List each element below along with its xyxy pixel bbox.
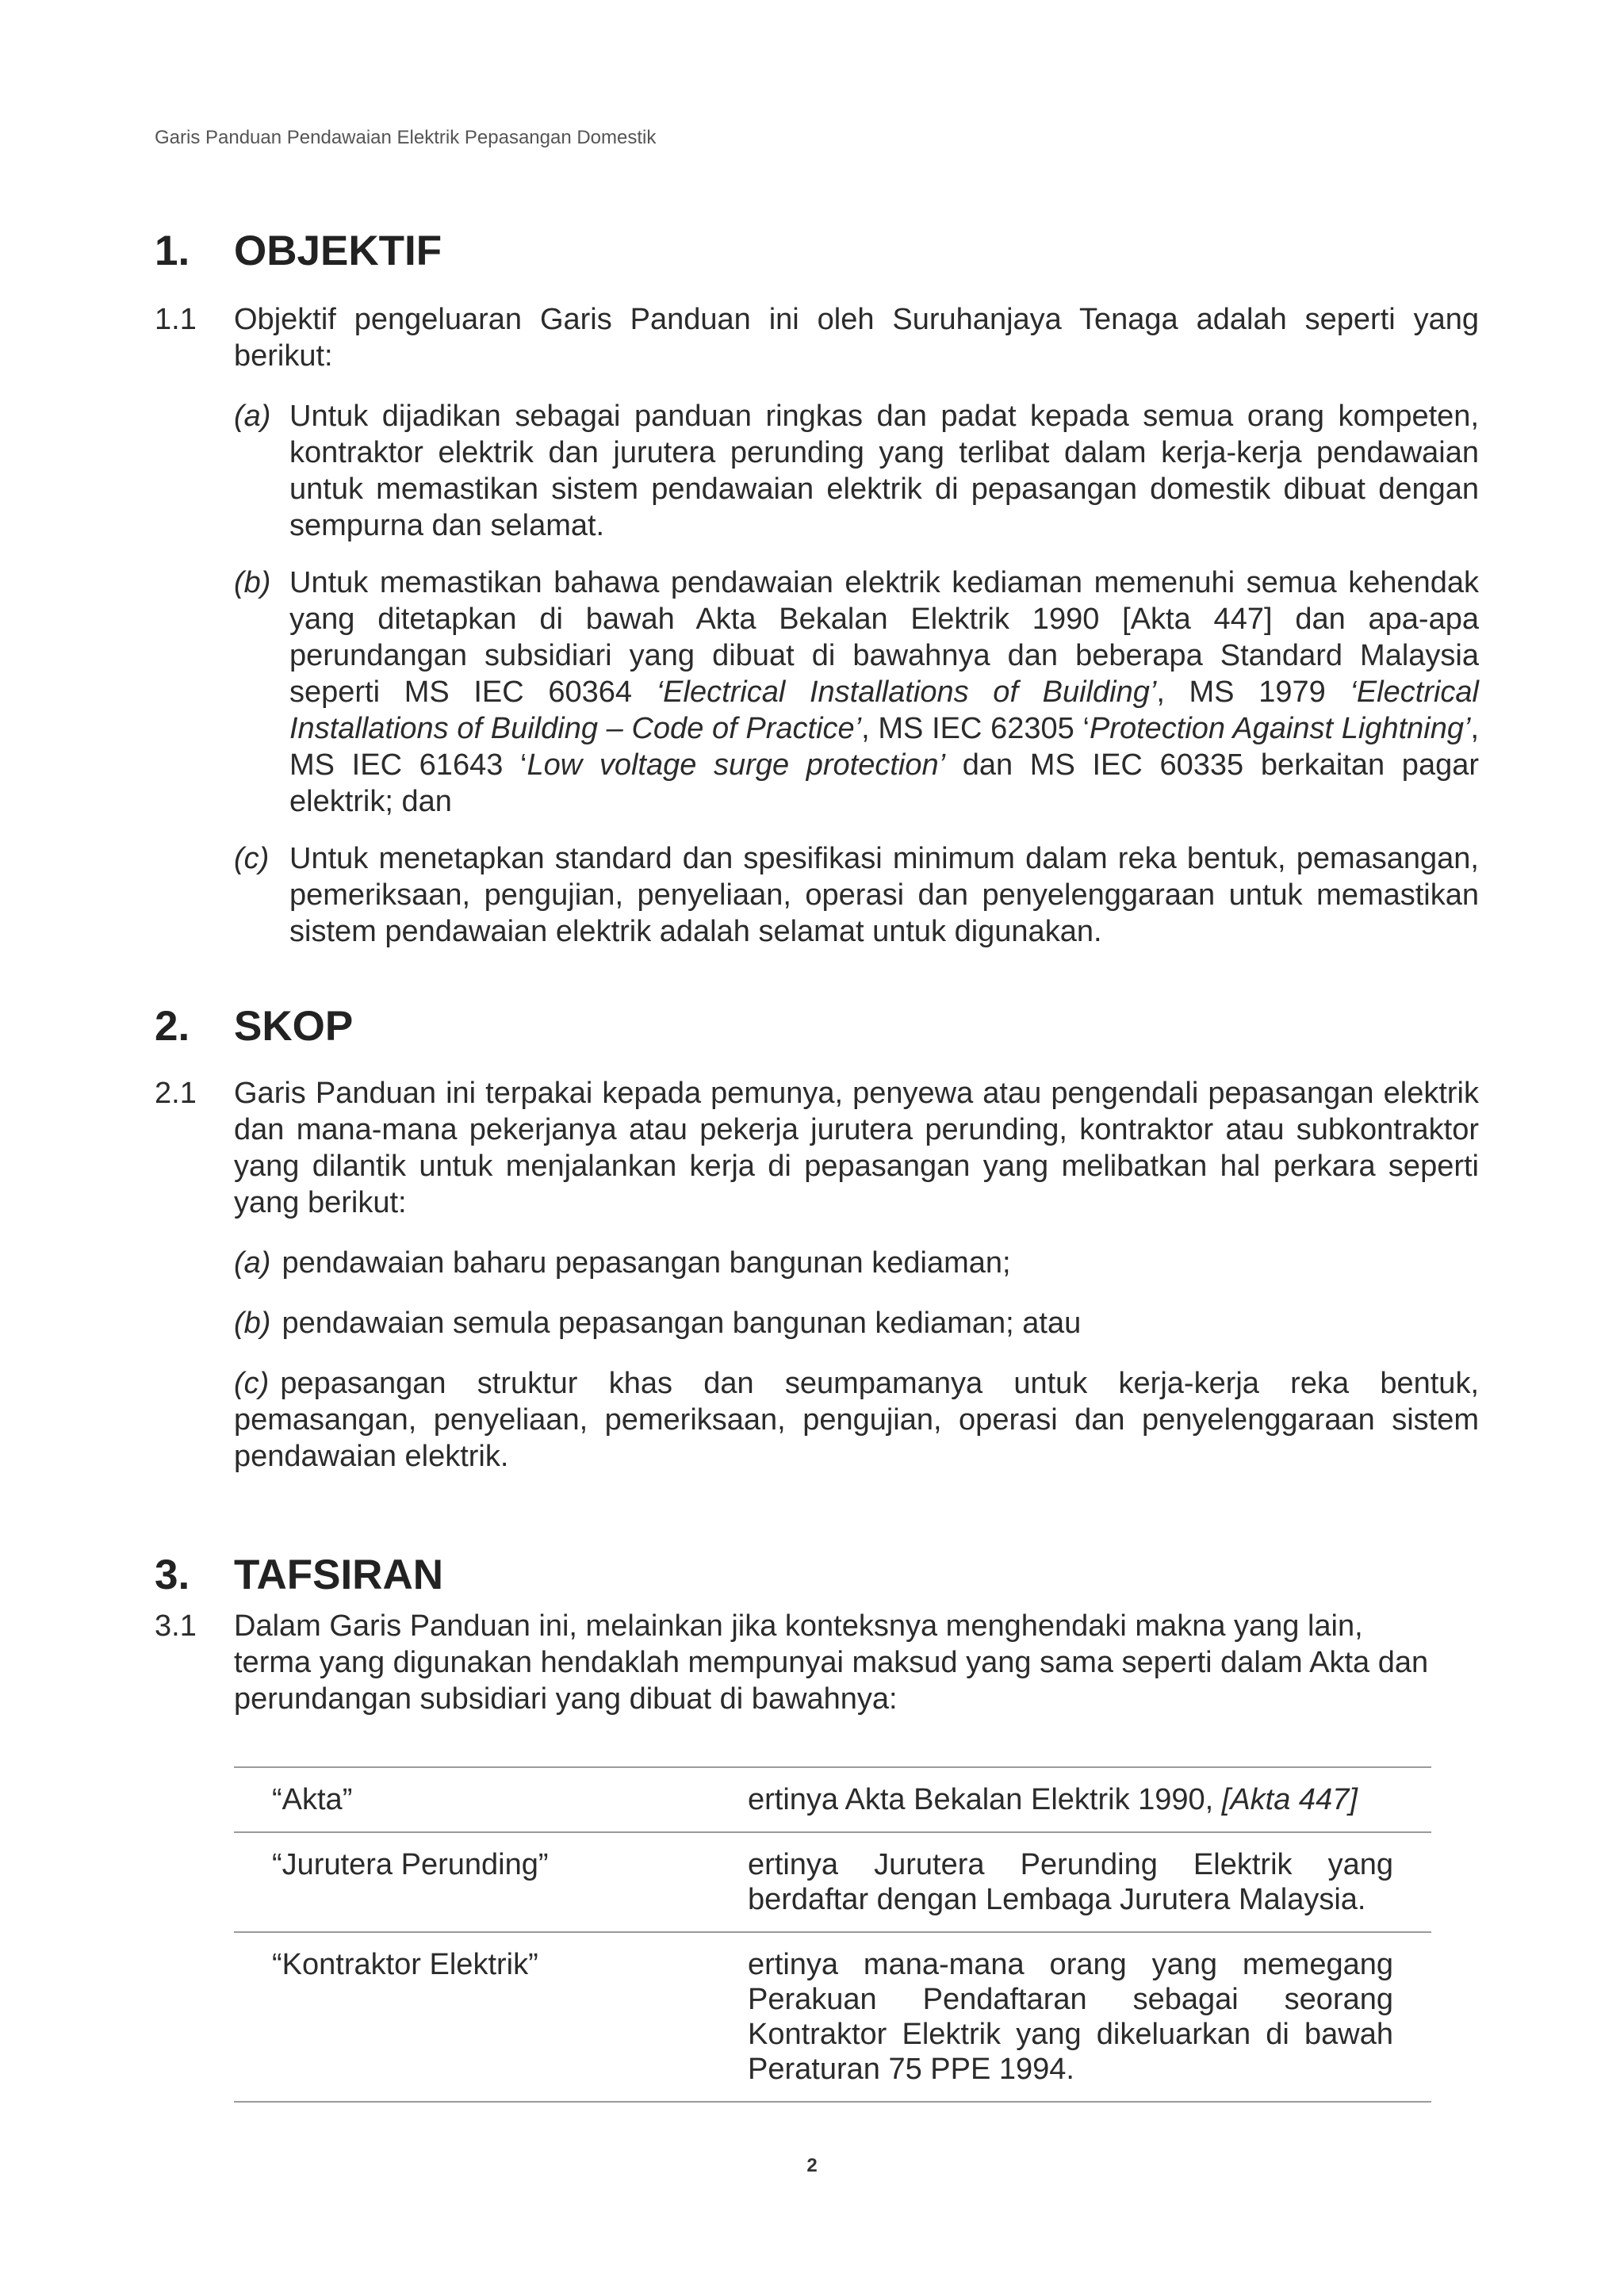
item-label: (c) [234, 842, 270, 875]
item-text-part: , MS 1979 [1156, 675, 1350, 709]
list-item-1-1-c [234, 840, 1479, 950]
section-title: OBJEKTIF [234, 228, 442, 274]
paragraph-text: Dalam Garis Panduan ini, melainkan jika konteksnya menghendaki makna yang lain, terma yang digunakan hendaklah mempunyai maksud yang sama seperti dalam Akta dan perundangan subsidiari yang dibuat di bawahnya: [234, 1609, 1429, 1716]
paragraph-number: 2.1 [155, 1077, 197, 1110]
section-heading-skop [155, 999, 1479, 1054]
item-text: pepasangan struktur khas dan seumpamanya untuk kerja-kerja reka bentuk, pemasangan, penyeliaan, pemeriksaan, pengujian, operasi dan penyelenggaraan sistem pendawaian elektrik. [234, 1367, 1479, 1473]
definition-term: “Akta” [272, 1783, 353, 1816]
list-item-2-1-c [234, 1365, 1479, 1475]
meaning-citation: [Akta 447] [1221, 1783, 1358, 1816]
item-text-part: , MS IEC 62305 ‘ [861, 712, 1090, 745]
paragraph-text: Objektif pengeluaran Garis Panduan ini oleh Suruhanjaya Tenaga adalah seperti yang berikut: [234, 303, 1479, 373]
item-label: (c) [234, 1367, 270, 1400]
item-text-part: dan MS IEC 60335 berkaitan pagar elektrik; dan [289, 748, 1479, 818]
item-label: (b) [234, 1307, 271, 1340]
standard-title: Low voltage surge protection’ [527, 748, 946, 782]
standard-title: ‘Electrical Installations of Building – Code of Practice’ [289, 675, 1479, 745]
table-row [234, 1767, 1431, 1832]
table-row [234, 1832, 1431, 1932]
section-heading-tafsiran [155, 1548, 1479, 1603]
paragraph-3-1 [155, 1608, 1479, 1717]
definition-term: “Jurutera Perunding” [272, 1848, 549, 1881]
section-number: 2. [155, 1003, 190, 1050]
standard-title: Protection Against Lightning’ [1089, 712, 1471, 745]
paragraph-2-1 [155, 1075, 1479, 1221]
table-row [234, 1932, 1431, 2102]
standard-title: ‘Electrical Installations of Building’ [656, 675, 1157, 709]
list-item-1-1-b [234, 564, 1479, 820]
section-number: 1. [155, 228, 190, 274]
item-text: pendawaian baharu pepasangan bangunan kediaman; [282, 1246, 1011, 1280]
item-text: pendawaian semula pepasangan bangunan kediaman; atau [282, 1307, 1082, 1340]
section-number: 3. [155, 1552, 190, 1598]
item-text-part: , MS IEC 61643 ‘ [289, 712, 1480, 782]
item-label: (a) [234, 400, 271, 433]
page-number: 2 [806, 2155, 818, 2176]
paragraph-text: Garis Panduan ini terpakai kepada pemunya, penyewa atau pengendali pepasangan elektrik dan mana-mana pekerjanya atau pekerja jurutera perunding, kontraktor atau subkontraktor yang dilantik untuk menjalankan kerja di pepasangan yang melibatkan hal perkara seperti yang berikut: [234, 1077, 1479, 1219]
item-text [289, 564, 1479, 820]
item-label: (b) [234, 566, 271, 599]
definitions-table [234, 1766, 1431, 2103]
list-item-1-1-a [234, 398, 1479, 544]
definition-meaning [748, 1767, 1431, 1832]
item-text-part: Untuk memastikan bahawa pendawaian elektrik kediaman memenuhi semua kehendak yang ditetapkan di bawah Akta Bekalan Elektrik 1990 [Akta 447] dan apa-apa perundangan subsidiari yang dibuat di bawahnya dan beberapa Standard Malaysia seperti MS IEC 60364 [289, 566, 1479, 709]
definition-meaning: ertinya Jurutera Perunding Elektrik yang berdaftar dengan Lembaga Jurutera Malaysia. [748, 1848, 1393, 1916]
section-heading-objektif [155, 224, 1479, 279]
item-text: Untuk menetapkan standard dan spesifikasi minimum dalam reka bentuk, pemasangan, pemeriksaan, pengujian, penyeliaan, operasi dan penyelenggaraan untuk memastikan sistem pendawaian elektrik adalah selamat untuk digunakan. [289, 842, 1479, 948]
paragraph-1-1 [155, 301, 1479, 374]
page-content [155, 224, 1479, 2103]
section-title: SKOP [234, 1003, 354, 1050]
definition-meaning: ertinya mana-mana orang yang memegang Perakuan Pendaftaran sebagai seorang Kontraktor Elektrik yang dikeluarkan di bawah Peraturan 75 PPE 1994. [748, 1948, 1393, 2086]
paragraph-number: 3.1 [155, 1609, 197, 1643]
paragraph-number: 1.1 [155, 303, 197, 336]
item-text: Untuk dijadikan sebagai panduan ringkas dan padat kepada semua orang kompeten, kontraktor elektrik dan jurutera perunding yang terlibat dalam kerja-kerja pendawaian untuk memastikan sistem pendawaian elektrik di pepasangan domestik dibuat dengan sempurna dan selamat. [289, 400, 1479, 542]
list-item-2-1-b [234, 1305, 1479, 1341]
definition-term: “Kontraktor Elektrik” [272, 1948, 538, 1981]
meaning-text: ertinya Akta Bekalan Elektrik 1990, [748, 1783, 1222, 1816]
section-title: TAFSIRAN [234, 1552, 443, 1598]
list-item-2-1-a [234, 1245, 1479, 1281]
item-label: (a) [234, 1246, 271, 1280]
running-header: Garis Panduan Pendawaian Elektrik Pepasangan Domestik [155, 127, 657, 148]
